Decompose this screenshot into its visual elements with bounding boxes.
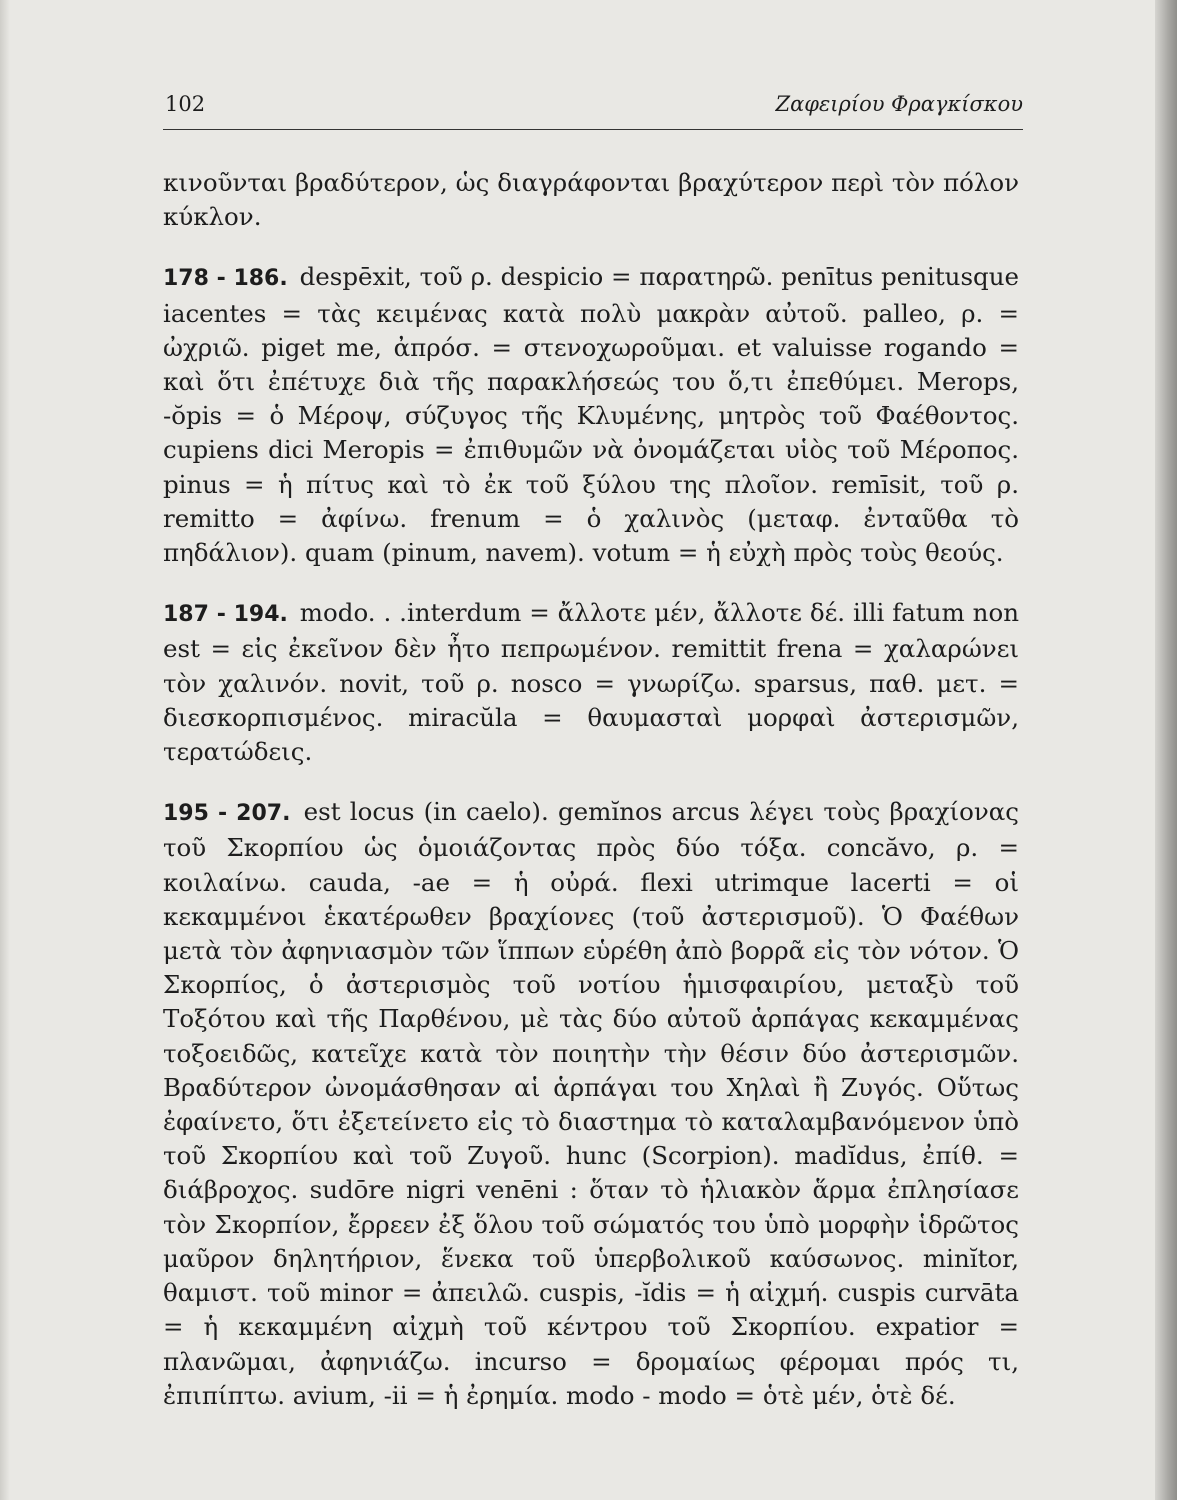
page-right-edge-shadow — [1155, 0, 1177, 1500]
paragraph-195-207 — [163, 795, 1019, 1413]
verse-reference: 178 - 186. — [163, 266, 288, 292]
paragraph-text: modo. . .interdum = ἄλλοτε μέν, ἄλλοτε δέ. illi fatum non est = εἰς ἐκεῖνον δὲν ἦτο πεπρωμένον. remittit frena = χαλαρώνει τὸν χαλινόν. novit, τοῦ ρ. nosco = γνωρίζω. sparsus, παθ. μετ. = διεσκορπισμένος. miracŭla = θαυμασταὶ μορφαὶ ἀστερισμῶν, τερατώδεις. — [163, 598, 1019, 767]
paragraph-187-194 — [163, 596, 1019, 769]
page-number: 102 — [165, 92, 206, 116]
page-left-edge — [0, 0, 10, 1500]
paragraph-text: κινοῦνται βραδύτερον, ὡς διαγράφονται βραχύτερον περὶ τὸν πόλον κύκλον. — [163, 168, 1019, 232]
page-header — [163, 92, 1023, 128]
header-rule — [163, 129, 1023, 130]
paragraph-text: est locus (in caelo). gemĭnos arcus λέγει τοὺς βραχίονας τοῦ Σκορπίου ὡς ὁμοιάζοντας πρὸς δύο τόξα. concăvo, ρ. = κοιλαίνω. cauda, -ae = ἡ οὐρά. flexi utrimque lacerti = οἱ κεκαμμένοι ἑκατέρωθεν βραχίονες (τοῦ ἀστερισμοῦ). Ὁ Φαέθων μετὰ τὸν ἀφηνιασμὸν τῶν ἵππων εὑρέθη ἀπὸ βορρᾶ εἰς τὸν νότον. Ὁ Σκορπίος, ὁ ἀστερισμὸς τοῦ νοτίου ἡμισφαιρίου, μεταξὺ τοῦ Τοξότου καὶ τῆς Παρθένου, μὲ τὰς δύο αὐτοῦ ἁρπάγας κεκαμμένας τοξοειδῶς, κατεῖχε κατὰ τὸν ποιητὴν τὴν θέσιν δύο ἀστερισμῶν. Βραδύτερον ὠνομάσθησαν αἱ ἁρπάγαι του Χηλαὶ ἢ Ζυγός. Οὕτως ἐφαίνετο, ὅτι ἐξετείνετο εἰς τὸ διαστημα τὸ καταλαμβανόμενον ὑπὸ τοῦ Σκορπίου καὶ τοῦ Ζυγοῦ. hunc (Scorpion). madĭdus, ἐπίθ. = διάβροχος. sudōre nigri venēni : ὅταν τὸ ἡλιακὸν ἅρμα ἐπλησίασε τὸν Σκορπίον, ἔρρεεν ἐξ ὅλου τοῦ σώματός του ὑπὸ μορφὴν ἱδρῶτος μαῦρον δηλητήριον, ἕνεκα τοῦ ὑπερβολικοῦ καύσωνος. minĭtor, θαμιστ. τοῦ minor = ἀπειλῶ. cuspis, -ĭdis = ἡ αἰχμή. cuspis curvāta = ἡ κεκαμμένη αἰχμὴ τοῦ κέντρου τοῦ Σκορπίου. expatior = πλανῶμαι, ἀφηνιάζω. incurso = δρομαίως φέρομαι πρός τι, ἐπιπίπτω. avium, -ii = ἡ ἐρημία. modo - modo = ὁτὲ μέν, ὁτὲ δέ. — [163, 797, 1019, 1410]
paragraph-text: despēxit, τοῦ ρ. despicio = παρατηρῶ. penītus penitusque iacentes = τὰς κειμένας κατὰ πολὺ μακρὰν αὐτοῦ. palleo, ρ. = ὠχριῶ. piget me, ἀπρόσ. = στενοχωροῦμαι. et valuisse rogando = καὶ ὅτι ἐπέτυχε διὰ τῆς παρακλήσεώς του ὅ,τι ἐπεθύμει. Merops, -ŏpis = ὁ Μέροψ, σύζυγος τῆς Κλυμένης, μητρὸς τοῦ Φαέθοντος. cupiens dici Meropis = ἐπιθυμῶν νὰ ὀνομάζεται υἱὸς τοῦ Μέροπος. pinus = ἡ πίτυς καὶ τὸ ἐκ τοῦ ξύλου της πλοῖον. remīsit, τοῦ ρ. remitto = ἀφίνω. frenum = ὁ χαλινὸς (μεταφ. ἐνταῦθα τὸ πηδάλιον). quam (pinum, navem). votum = ἡ εὐχὴ πρὸς τοὺς θεούς. — [163, 262, 1019, 568]
paragraph-178-186 — [163, 260, 1019, 570]
page-body — [163, 166, 1019, 1413]
paragraph-continuation — [163, 166, 1019, 234]
running-head: Ζαφειρίου Φραγκίσκου — [775, 92, 1023, 116]
verse-reference: 195 - 207. — [163, 801, 291, 827]
verse-reference: 187 - 194. — [163, 602, 288, 628]
